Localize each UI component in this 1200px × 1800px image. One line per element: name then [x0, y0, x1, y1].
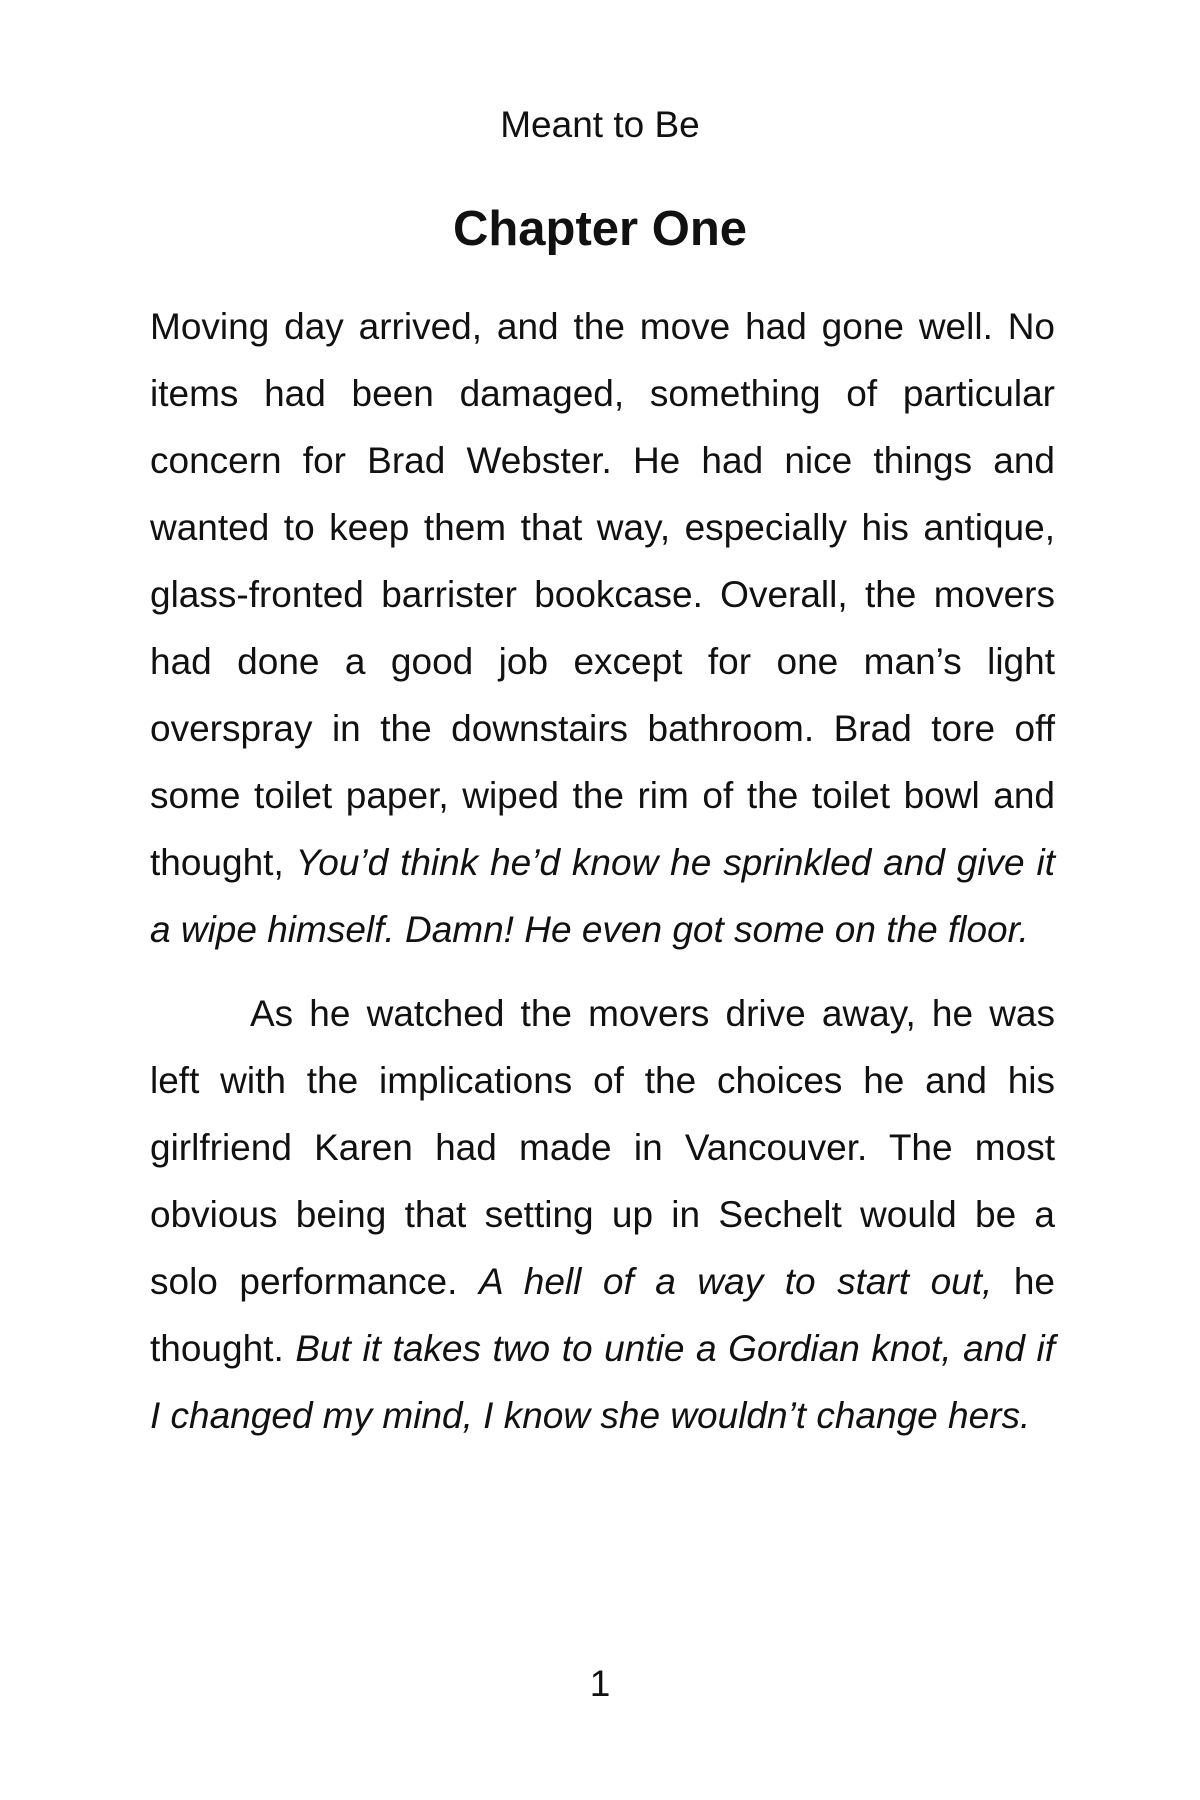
paragraph-italic-thought: You’d think he’d know he sprinkled and give it a wipe himself. Damn! He even got some on the floor. [150, 842, 1055, 950]
paragraph-text: As he watched the movers drive away, he was left with the implications of the choices he and his girlfriend Karen had made in Vancouver. The most obvious being that setting up in Sechelt would be a solo performance. [150, 993, 1055, 1302]
body-text [150, 293, 1055, 1449]
paragraph-italic-thought: But it takes two to untie a Gordian knot, and if I changed my mind, I know she wouldn’t change hers. [150, 1328, 1055, 1436]
running-header: Meant to Be [500, 104, 700, 145]
paragraph-text: Moving day arrived, and the move had gone well. No items had been damaged, something of particular concern for Brad Webster. He had nice things and wanted to keep them that way, especially his antique, glass-fronted barrister bookcase. Overall, the movers had done a good job except for one man’s light overspray in the downstairs bathroom. Brad tore off some toilet paper, wiped the rim of the toilet bowl and thought, [150, 306, 1055, 883]
page-number: 1 [589, 1663, 611, 1704]
paragraph-2 [150, 980, 1055, 1449]
paragraph-italic-thought: A hell of a way to start out, [478, 1261, 993, 1302]
paragraph-1 [150, 293, 1055, 963]
chapter-title: Chapter One [452, 202, 748, 256]
paragraph-text: he thought. [150, 1261, 1055, 1369]
